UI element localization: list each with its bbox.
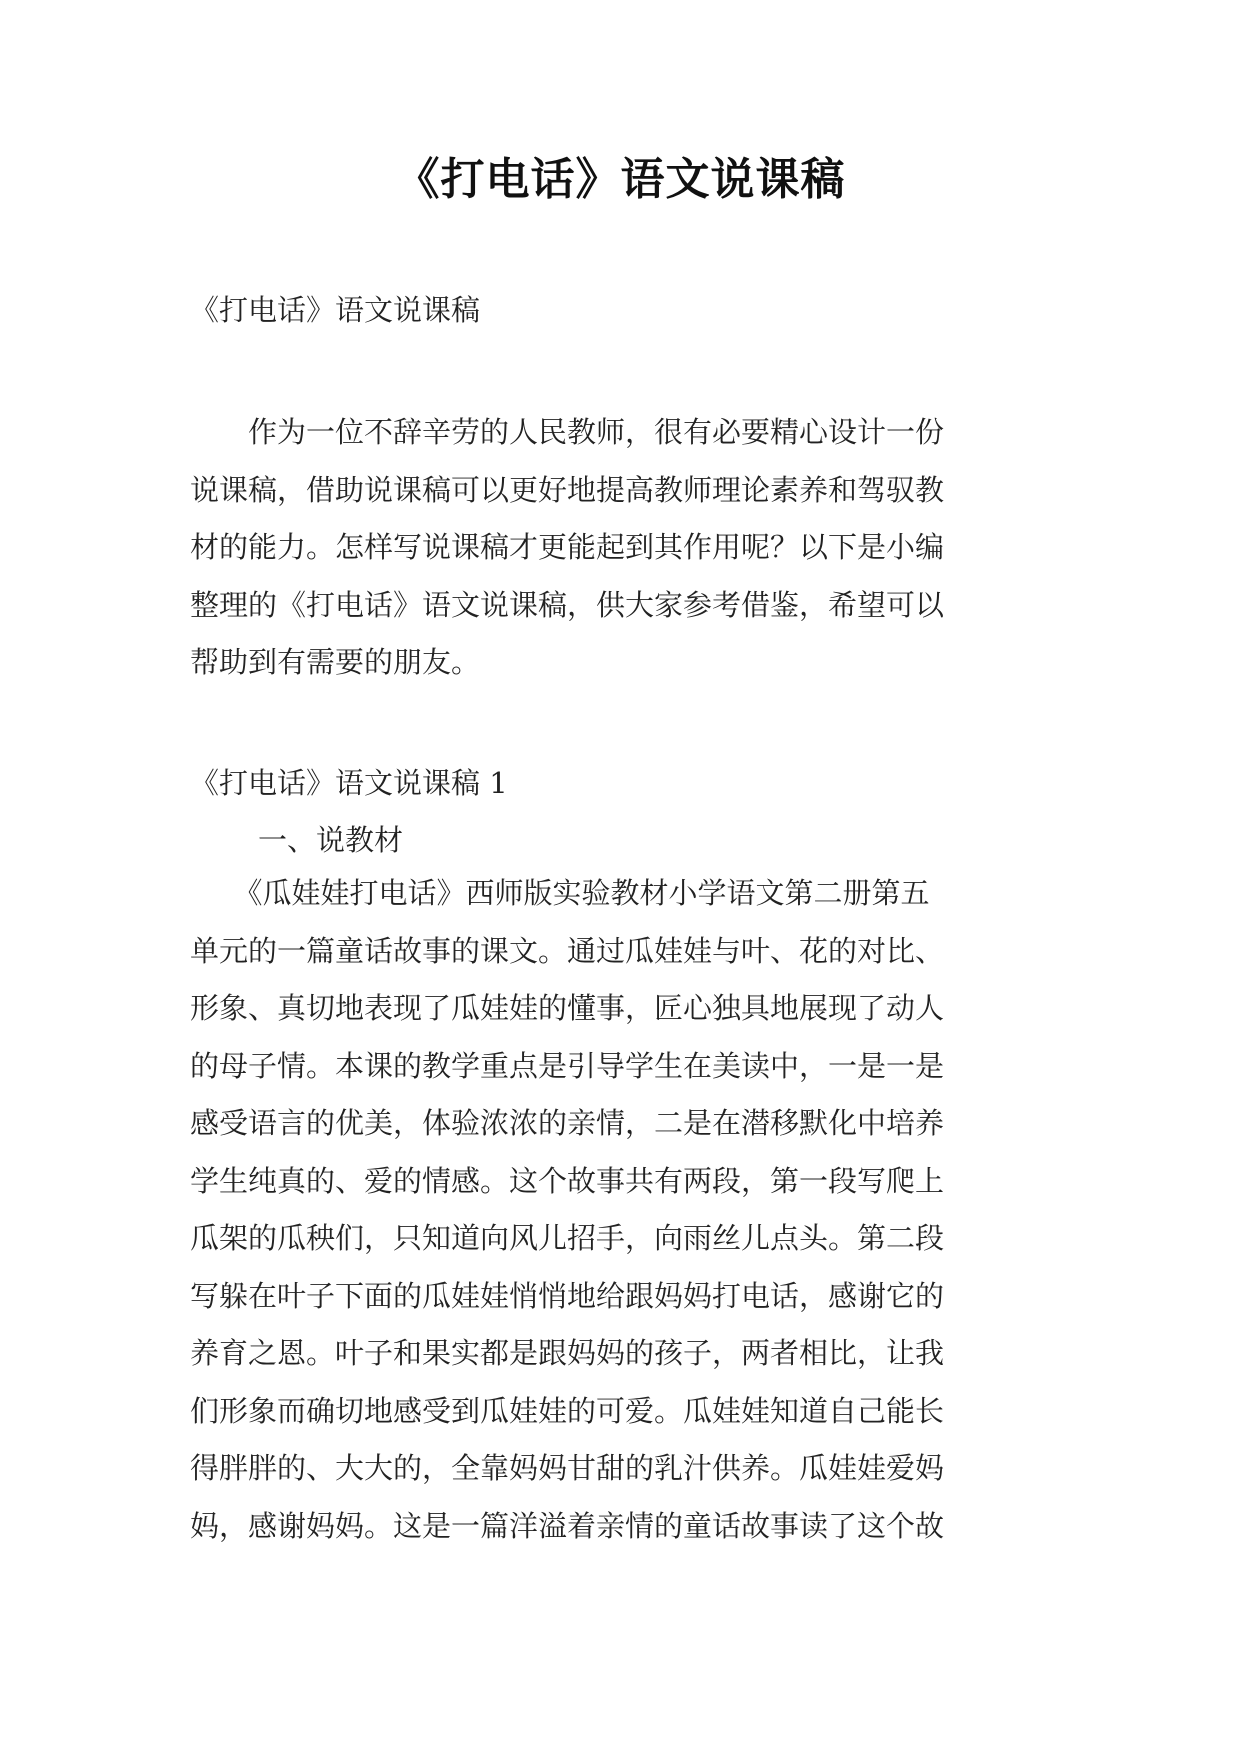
body-line: 妈，感谢妈妈。这是一篇洋溢着亲情的童话故事读了这个故 (190, 1508, 945, 1543)
intro-line: 材的能力。怎样写说课稿才更能起到其作用呢？以下是小编 (190, 530, 945, 564)
intro-line: 作为一位不辞辛劳的人民教师，很有必要精心设计一份 (190, 415, 945, 449)
section-title: 《打电话》语文说课稿 1 (190, 766, 508, 800)
body-line: 感受语言的优美，体验浓浓的亲情，二是在潜移默化中培养 (190, 1106, 945, 1140)
body-line: 的母子情。本课的教学重点是引导学生在美读中，一是一是 (190, 1048, 945, 1083)
intro-paragraph (190, 404, 1070, 692)
body-line: 写躲在叶子下面的瓜娃娃悄悄地给跟妈妈打电话，感谢它的 (190, 1278, 945, 1313)
intro-line: 说课稿，借助说课稿可以更好地提高教师理论素养和驾驭教 (190, 472, 945, 507)
document-subtitle: 《打电话》语文说课稿 (190, 293, 481, 327)
intro-line: 整理的《打电话》语文说课稿，供大家参考借鉴，希望可以 (190, 587, 945, 622)
body-line: 瓜架的瓜秧们，只知道向风儿招手，向雨丝儿点头。第二段 (190, 1221, 945, 1255)
body-line: 单元的一篇童话故事的课文。通过瓜娃娃与叶、花的对比、 (190, 933, 945, 968)
body-line: 形象、真切地表现了瓜娃娃的懂事，匠心独具地展现了动人 (190, 991, 945, 1025)
intro-line: 帮助到有需要的朋友。 (190, 645, 481, 679)
body-line: 养育之恩。叶子和果实都是跟妈妈的孩子，两者相比，让我 (190, 1336, 945, 1370)
body-paragraph (190, 865, 1070, 1555)
body-line: 们形象而确切地感受到瓜娃娃的可爱。瓜娃娃知道自己能长 (190, 1393, 945, 1428)
body-line: 学生纯真的、爱的情感。这个故事共有两段，第一段写爬上 (190, 1163, 945, 1198)
body-line: 得胖胖的、大大的，全靠妈妈甘甜的乳汁供养。瓜娃娃爱妈 (190, 1451, 945, 1485)
document-title: 《打电话》语文说课稿 (395, 154, 846, 205)
body-line: 《瓜娃娃打电话》西师版实验教材小学语文第二册第五 (190, 876, 930, 910)
section-heading: 一、说教材 (258, 823, 404, 857)
